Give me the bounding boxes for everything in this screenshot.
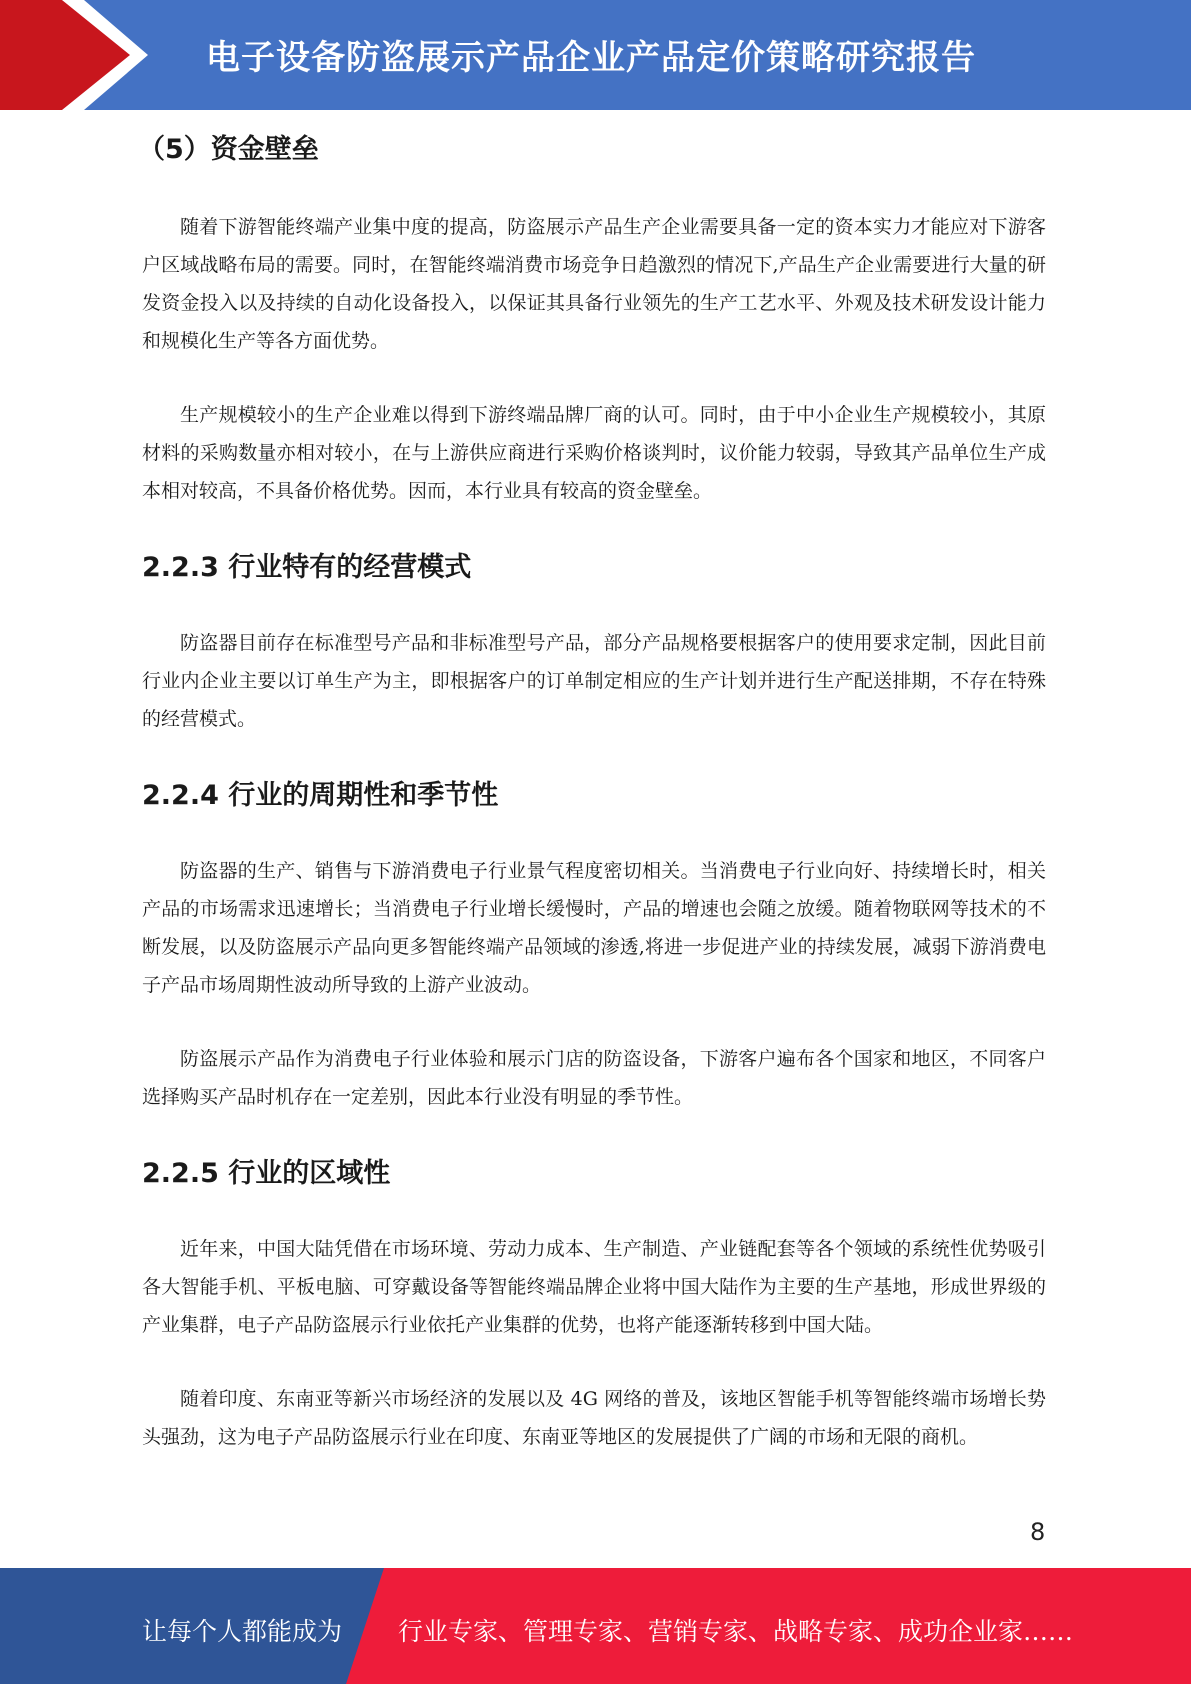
footer-slogan-right: 行业专家、管理专家、营销专家、战略专家、成功企业家…… [398, 1617, 1074, 1646]
section-heading-cyclicality: 2.2.4 行业的周期性和季节性 [142, 780, 499, 811]
page-content [138, 128, 1046, 1492]
page-header [0, 0, 1191, 110]
paragraph: 随着下游智能终端产业集中度的提高，防盗展示产品生产企业需要具备一定的资本实力才能应对下游客户区域战略布局的需要。同时，在智能终端消费市场竞争日趋激烈的情况下,产品生产企业需要进行大量的研发资金投入以及持续的自动化设备投入，以保证其具备行业领先的生产工艺水平、外观及技术研发设计能力和规模化生产等各方面优势。 [142, 216, 1046, 352]
paragraph: 防盗展示产品作为消费电子行业体验和展示门店的防盗设备，下游客户遍布各个国家和地区，不同客户选择购买产品时机存在一定差别，因此本行业没有明显的季节性。 [142, 1048, 1046, 1108]
document-title: 电子设备防盗展示产品企业产品定价策略研究报告 [206, 38, 976, 78]
paragraph: 生产规模较小的生产企业难以得到下游终端品牌厂商的认可。同时，由于中小企业生产规模较小，其原材料的采购数量亦相对较小，在与上游供应商进行采购价格谈判时，议价能力较弱，导致其产品单位生产成本相对较高，不具备价格优势。因而，本行业具有较高的资金壁垒。 [142, 404, 1046, 502]
paragraph: 防盗器的生产、销售与下游消费电子行业景气程度密切相关。当消费电子行业向好、持续增长时，相关产品的市场需求迅速增长；当消费电子行业增长缓慢时，产品的增速也会随之放缓。随着物联网等技术的不断发展，以及防盗展示产品向更多智能终端产品领域的渗透,将进一步促进产业的持续发展，减弱下游消费电子产品市场周期性波动所导致的上游产业波动。 [142, 860, 1046, 996]
paragraph: 防盗器目前存在标准型号产品和非标准型号产品，部分产品规格要根据客户的使用要求定制，因此目前行业内企业主要以订单生产为主，即根据客户的订单制定相应的生产计划并进行生产配送排期，不存在特殊的经营模式。 [142, 632, 1046, 730]
page-number: 8 [1030, 1518, 1046, 1546]
section-heading-business-model: 2.2.3 行业特有的经营模式 [142, 552, 472, 583]
paragraph: 近年来，中国大陆凭借在市场环境、劳动力成本、生产制造、产业链配套等各个领域的系统性优势吸引各大智能手机、平板电脑、可穿戴设备等智能终端品牌企业将中国大陆作为主要的生产基地，形成世界级的产业集群，电子产品防盗展示行业依托产业集群的优势，也将产能逐渐转移到中国大陆。 [142, 1238, 1046, 1336]
section-heading-regionality: 2.2.5 行业的区域性 [142, 1158, 391, 1189]
section-heading-capital-barrier: （5）资金壁垒 [138, 134, 319, 165]
page-footer [0, 1568, 1191, 1684]
paragraph: 随着印度、东南亚等新兴市场经济的发展以及 4G 网络的普及，该地区智能手机等智能终端市场增长势头强劲，这为电子产品防盗展示行业在印度、东南亚等地区的发展提供了广阔的市场和无限的商机。 [142, 1388, 1046, 1448]
footer-slogan-left: 让每个人都能成为 [142, 1617, 343, 1646]
